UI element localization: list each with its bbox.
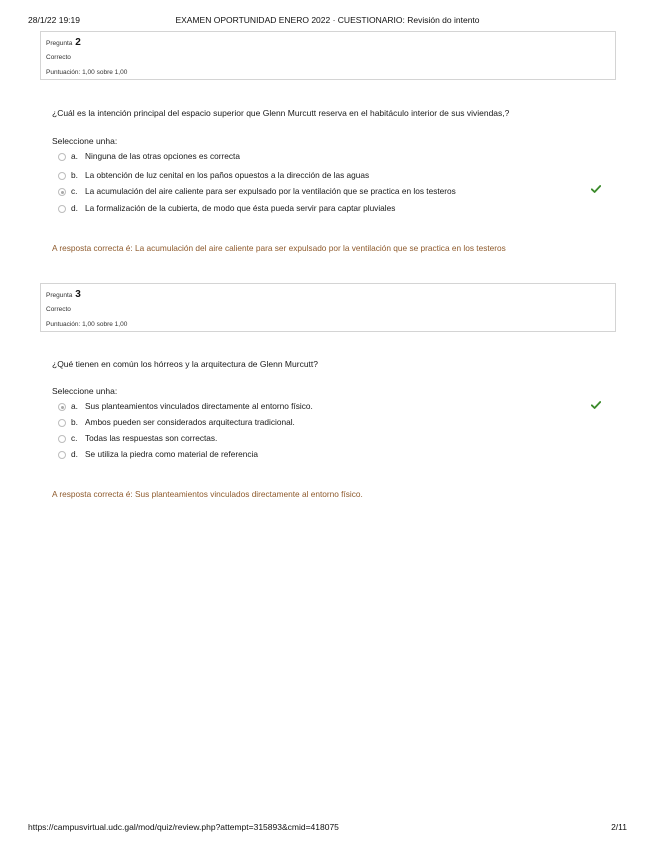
question-grade: Puntuación: 1,00 sobre 1,00 [46, 69, 128, 76]
question-label: Pregunta [46, 40, 73, 47]
answer-option [58, 170, 618, 184]
answer-prompt: Seleccione unha: [52, 136, 118, 146]
question-state: Correcto [46, 54, 71, 61]
question-grade: Puntuación: 1,00 sobre 1,00 [46, 321, 128, 328]
answer-prompt: Seleccione unha: [52, 386, 118, 396]
answer-letter: c. [71, 433, 78, 443]
question-number [46, 289, 81, 300]
answer-text: Todas las respuestas son correctas. [85, 433, 218, 443]
answer-text: Ninguna de las otras opciones es correcta [85, 151, 240, 161]
radio-button-checked[interactable] [58, 403, 66, 411]
answer-option-selected [58, 186, 618, 200]
answer-text: Ambos pueden ser considerados arquitectura tradicional. [85, 417, 295, 427]
radio-button[interactable] [58, 153, 66, 161]
question-number-value: 2 [75, 37, 81, 48]
page-url: https://campusvirtual.udc.gal/mod/quiz/review.php?attempt=315893&cmid=418075 [28, 822, 339, 832]
page-number: 2/11 [611, 822, 627, 832]
answer-letter: a. [71, 151, 78, 161]
answer-option [58, 151, 618, 165]
question-info-box [40, 283, 616, 332]
answer-option [58, 433, 618, 447]
correct-check-icon [591, 185, 601, 193]
radio-button-checked[interactable] [58, 188, 66, 196]
answer-text: La acumulación del aire caliente para ser expulsado por la ventilación que se practica en los testeros [85, 186, 456, 196]
answer-text: Sus planteamientos vinculados directamente al entorno físico. [85, 401, 313, 411]
question-label: Pregunta [46, 292, 73, 299]
question-info-box [40, 31, 616, 80]
question-text: ¿Cuál es la intención principal del espacio superior que Glenn Murcutt reserva en el habitáculo interior de sus viviendas,? [52, 108, 510, 118]
answer-letter: d. [71, 449, 78, 459]
question-number-value: 3 [75, 289, 81, 300]
answer-letter: b. [71, 170, 78, 180]
correct-answer-feedback: A resposta correcta é: Sus planteamientos vinculados directamente al entorno físico. [52, 489, 363, 499]
radio-button[interactable] [58, 451, 66, 459]
question-number [46, 37, 81, 48]
answer-letter: c. [71, 186, 78, 196]
question-text: ¿Qué tienen en común los hórreos y la arquitectura de Glenn Murcutt? [52, 359, 319, 369]
print-date: 28/1/22 19:19 [28, 15, 80, 25]
answer-letter: d. [71, 203, 78, 213]
correct-check-icon [591, 401, 601, 409]
radio-button[interactable] [58, 172, 66, 180]
radio-button[interactable] [58, 419, 66, 427]
print-header [28, 15, 627, 29]
print-title: EXAMEN OPORTUNIDAD ENERO 2022 · CUESTIONARIO: Revisión do intento [175, 15, 480, 25]
answer-option-selected [58, 401, 618, 415]
print-footer [28, 822, 627, 836]
correct-answer-feedback: A resposta correcta é: La acumulación del aire caliente para ser expulsado por la ventilación que se practica en los testeros [52, 243, 506, 253]
answer-option [58, 449, 618, 463]
answer-option [58, 203, 618, 217]
radio-button[interactable] [58, 435, 66, 443]
answer-letter: a. [71, 401, 78, 411]
radio-button[interactable] [58, 205, 66, 213]
answer-letter: b. [71, 417, 78, 427]
answer-text: Se utiliza la piedra como material de referencia [85, 449, 258, 459]
answer-option [58, 417, 618, 431]
answer-text: La formalización de la cubierta, de modo que ésta pueda servir para captar pluviales [85, 203, 396, 213]
question-state: Correcto [46, 306, 71, 313]
answer-text: La obtención de luz cenital en los paños opuestos a la dirección de las aguas [85, 170, 370, 180]
